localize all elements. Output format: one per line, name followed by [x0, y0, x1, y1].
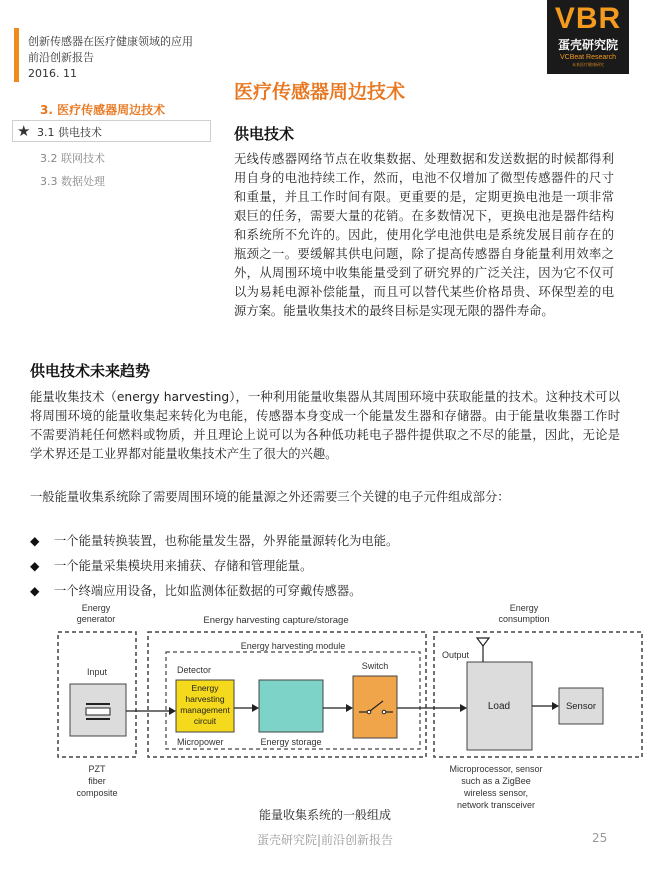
- label-module: Energy harvesting module: [240, 641, 346, 651]
- label-load: Load: [487, 701, 511, 712]
- diamond-bullet-icon: ◆: [30, 559, 40, 573]
- heading-future-trend: 供电技术未来趋势: [30, 362, 151, 380]
- pzt-element-icon: [86, 708, 110, 715]
- switch-contact-icon: [382, 710, 386, 714]
- star-icon: ★: [17, 122, 31, 140]
- arrow-head-icon: [552, 702, 559, 710]
- list-item: [30, 531, 398, 549]
- report-subtitle: 前沿创新报告: [28, 51, 94, 64]
- vbr-logo: [547, 0, 629, 74]
- label-energy-consumption: Energy consumption: [498, 603, 550, 624]
- list-item: [30, 581, 361, 599]
- logo-mark: VBR: [554, 2, 622, 35]
- section-title: 医疗传感器周边技术: [234, 81, 406, 103]
- logo-name-cn: 蛋壳研究院: [557, 38, 618, 52]
- label-energy-generator: Energy generator: [76, 603, 116, 624]
- footer-text: 蛋壳研究院|前沿创新报告: [256, 833, 394, 847]
- diamond-bullet-icon: ◆: [30, 534, 40, 548]
- paragraph-power-supply: 无线传感器网络节点在收集数据、处理数据和发送数据的时候都得利用自身的电池持续工作，然而，电池不仅增加了微型传感器件的尺寸和重量，并且工作时间有限。更重要的是，定期更换电池是一项非常艰巨的任务，需要大量的花销。在多数情况下，更换电池是器件结构和系统所不允许的。因此，使用化学电池供电是系统发展目前存在的瓶颈之一。要缓解其供电问题，除了提高传感器自身能量利用效率之外，从周围环境中收集能量受到了研究界的广泛关注，因为它不仅可以为易耗电源补偿能量，而且可以替代某些价格昂贵、环保型差的电源方案。能量收集技术的最终目标是实现无限的器件寿命。: [234, 152, 614, 318]
- logo-tagline: 未来医疗健康研究: [572, 62, 604, 67]
- antenna-head-icon: [477, 638, 489, 646]
- list-item-text: 一个能量采集模块用来捕获、存储和管理能量。: [54, 559, 313, 573]
- arrow-head-icon: [252, 704, 259, 712]
- sidebar-item-power-supply[interactable]: [12, 120, 211, 142]
- list-item: [30, 556, 312, 574]
- report-title: 创新传感器在医疗健康领域的应用: [28, 35, 193, 48]
- label-pzt: PZT fiber composite: [76, 764, 118, 798]
- sidebar-item-networking[interactable]: 3.2 联网技术: [40, 152, 105, 165]
- label-switch: Switch: [361, 661, 389, 671]
- report-date: 2016. 11: [28, 67, 77, 80]
- sidebar-item-data-processing[interactable]: 3.3 数据处理: [40, 175, 105, 188]
- figure-caption: 能量收集系统的一般组成: [258, 808, 391, 822]
- list-item-text: 一个终端应用设备，比如监测体征数据的可穿戴传感器。: [54, 584, 362, 598]
- header-accent-bar: [14, 28, 19, 82]
- energy-storage-block: [259, 680, 323, 732]
- sidebar-item-label: 3.1 供电技术: [37, 126, 102, 139]
- arrow-head-icon: [346, 704, 353, 712]
- label-capture-storage: Energy harvesting capture/storage: [203, 615, 349, 626]
- label-harvest-circuit: Energy harvesting management circuit: [180, 683, 230, 726]
- diamond-bullet-icon: ◆: [30, 584, 40, 598]
- label-output: Output: [442, 650, 470, 660]
- arrow-head-icon: [169, 707, 176, 715]
- heading-power-supply: 供电技术: [234, 125, 295, 143]
- paragraph-components: 一般能量收集系统除了需要周围环境的能量源之外还需要三个关键的电子元件组成部分：: [30, 490, 510, 504]
- list-item-text: 一个能量转换装置，也称能量发生器，外界能量源转化为电能。: [54, 534, 399, 548]
- label-microprocessor: Microprocessor, sensor such as a ZigBee wireless sensor, network transceiver: [449, 764, 543, 810]
- label-micropower: Micropower: [177, 737, 224, 747]
- label-energy-storage: Energy storage: [260, 737, 322, 747]
- arrow-head-icon: [460, 704, 467, 712]
- label-sensor: Sensor: [565, 701, 597, 712]
- label-input: Input: [86, 667, 108, 677]
- sidebar-title[interactable]: 3. 医疗传感器周边技术: [40, 103, 166, 117]
- page-number: 25: [592, 831, 608, 845]
- paragraph-energy-harvesting: 能量收集技术（energy harvesting），一种利用能量收集器从其周围环境中获取能量的技术。这种技术可以将周围环境的能量收集起来转化为电能，传感器本身变成一个能量发生器和存储器。由于能量收集器工作时不需要消耗任何燃料或物质，并且理论上说可以为各种低功耗电子器件提供取之不尽的能量，因此，无论是学术界还是工业界都对能量收集技术产生了很大的兴趣。: [30, 390, 620, 461]
- logo-name-en: VCBeat Research: [559, 54, 617, 61]
- label-detector: Detector: [177, 665, 212, 675]
- energy-harvesting-diagram: [56, 600, 648, 815]
